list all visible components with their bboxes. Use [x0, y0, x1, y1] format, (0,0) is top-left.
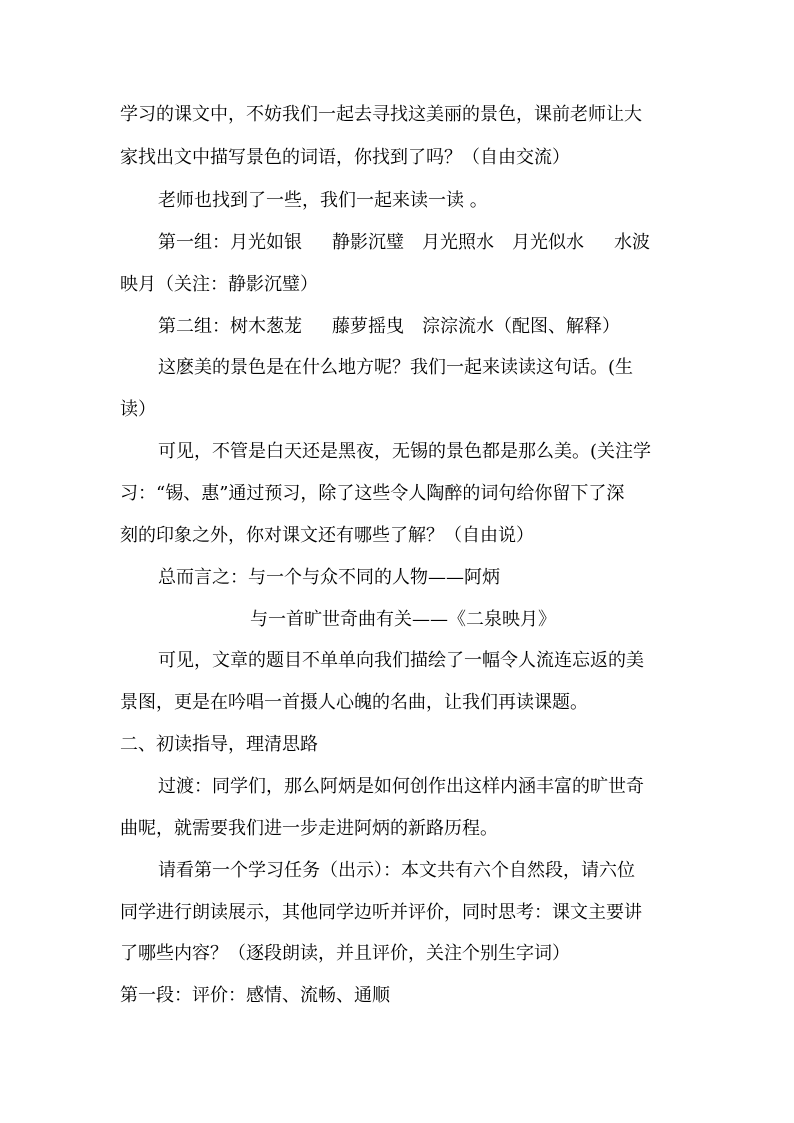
- paragraph-line: 映月（关注：静影沉璧）: [120, 274, 318, 295]
- paragraph-line: 第一段：评价：感情、流畅、通顺: [120, 985, 390, 1006]
- paragraph-line: 这麽美的景色是在什么地方呢？我们一起来读读这句话。(生: [158, 357, 634, 378]
- word-item: 月光似水: [512, 232, 584, 253]
- word-item: 淙淙流水（配图、解释）: [422, 316, 620, 337]
- group-two-label: 第二组：树木葱茏: [158, 316, 302, 337]
- paragraph-line: 老师也找到了一些，我们一起来读一读 。: [158, 190, 488, 211]
- word-group-line: [158, 315, 620, 339]
- paragraph-line: 了哪些内容？（逐段朗读，并且评价，关注个别生字词）: [120, 943, 570, 964]
- word-item: 月光照水: [422, 232, 494, 253]
- word-item: 水波: [614, 232, 650, 253]
- paragraph-line: 请看第一个学习任务（出示）：本文共有六个自然段，请六位: [158, 860, 635, 881]
- paragraph-line: 总而言之：与一个与众不同的人物——阿炳: [158, 567, 500, 588]
- word-group-line: [158, 231, 650, 255]
- paragraph-line: 与一首旷世奇曲有关——《二泉映月》: [250, 609, 556, 630]
- word-item: 藤萝摇曳: [332, 316, 404, 337]
- paragraph-line: 习：“锡、惠”通过预习，除了这些令人陶醉的词句给你留下了深: [120, 483, 625, 504]
- section-heading: 二、初读指导，理清思路: [120, 734, 318, 755]
- paragraph-line: 刻的印象之外，你对课文还有哪些了解？（自由说）: [120, 525, 534, 546]
- paragraph-line: 学习的课文中，不妨我们一起去寻找这美丽的景色，课前老师让大: [120, 104, 642, 125]
- paragraph-line: 景图，更是在吟唱一首摄人心魄的名曲，让我们再读课题。: [120, 692, 588, 713]
- paragraph-line: 过渡：同学们，那么阿炳是如何创作出这样内涵丰富的旷世奇: [158, 776, 644, 797]
- paragraph-line: 同学进行朗读展示，其他同学边听并评价，同时思考：课文主要讲: [120, 902, 642, 923]
- word-item: 静影沉璧: [332, 232, 404, 253]
- paragraph-line: 曲呢，就需要我们进一步走进阿炳的新路历程。: [120, 818, 498, 839]
- paragraph-line: 可见，不管是白天还是黑夜，无锡的景色都是那么美。(关注学: [158, 441, 652, 462]
- group-one-label: 第一组：月光如银: [158, 232, 302, 253]
- paragraph-line: 家找出文中描写景色的词语，你找到了吗？（自由交流）: [120, 147, 570, 168]
- paragraph-line: 读）: [120, 399, 156, 420]
- paragraph-line: 可见，文章的题目不单单向我们描绘了一幅令人流连忘返的美: [158, 650, 644, 671]
